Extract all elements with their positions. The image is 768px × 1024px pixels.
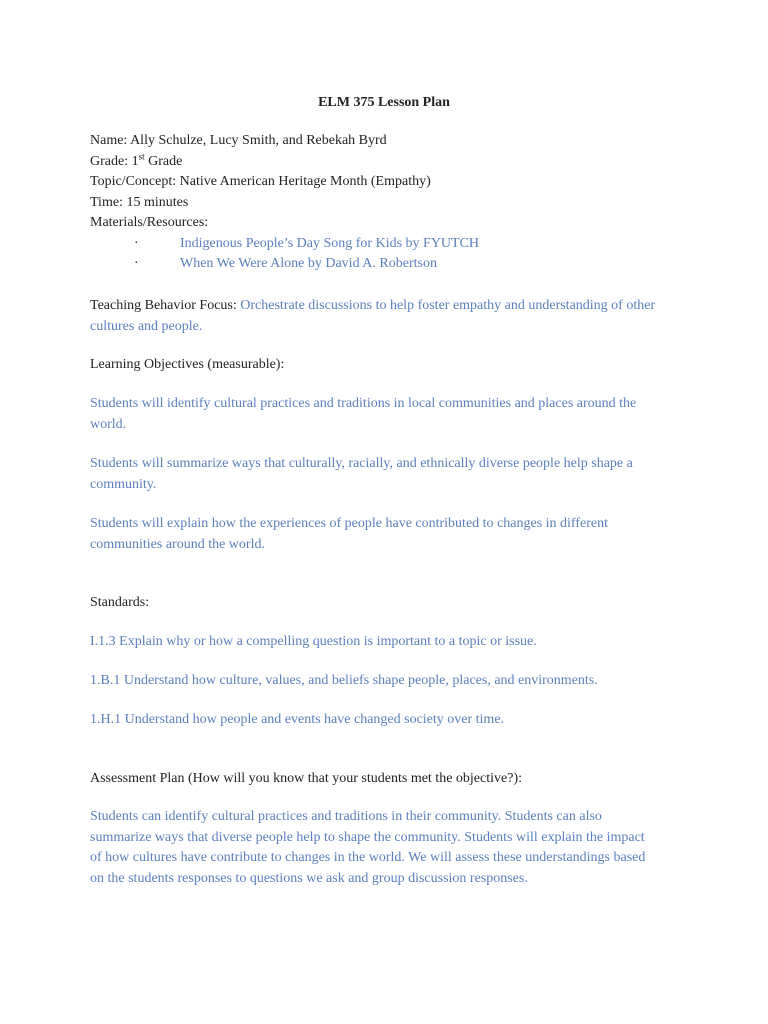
material-item [90, 254, 680, 275]
grade-label: Grade: [90, 153, 129, 169]
grade-line [90, 152, 680, 173]
name-line [90, 131, 680, 152]
standard-item: I.1.3 Explain why or how a compelling question is important to a topic or issue. [90, 634, 537, 649]
objective-item: Students will identify cultural practices and traditions in local communities and places around the world. [90, 396, 637, 432]
topic-label: Topic/Concept: [90, 174, 177, 189]
bullet-icon: · [134, 256, 139, 271]
objectives-heading: Learning Objectives (measurable): [90, 357, 285, 372]
material-link[interactable]: When We Were Alone by David A. Robertson [180, 256, 437, 271]
standards-heading: Standards: [90, 595, 150, 610]
standard-item: 1.H.1 Understand how people and events have changed society over time. [90, 712, 505, 727]
standard-item: 1.B.1 Understand how culture, values, and beliefs shape people, places, and environments. [90, 673, 598, 688]
grade-suffix: st [138, 150, 145, 161]
teaching-behavior-label: Teaching Behavior Focus: [90, 298, 237, 313]
name-label: Name: [90, 133, 128, 148]
material-link[interactable]: Indigenous People’s Day Song for Kids by FYUTCH [180, 235, 480, 251]
material-item [90, 234, 680, 255]
name-value: Ally Schulze, Lucy Smith, and Rebekah Byrd [130, 133, 387, 148]
time-value: 15 minutes [126, 194, 189, 210]
teaching-behavior [90, 296, 675, 337]
materials-label: Materials/Resources: [90, 215, 209, 230]
time-line [90, 193, 680, 214]
teaching-behavior-text: Orchestrate discussions to help foster empathy and understanding of other cultures and people. [90, 298, 656, 334]
header-info [90, 131, 680, 275]
grade-number: 1 [131, 153, 139, 169]
objective-item: Students will summarize ways that culturally, racially, and ethnically diverse people help shape a community. [90, 456, 633, 492]
topic-value: Native American Heritage Month (Empathy) [179, 174, 431, 189]
assessment-text: Students can identify cultural practices and traditions in their community. Students can also summarize ways that diverse people help to shape the community. Students will explain the impact of how cultures have contribute to changes in the world. We will assess these understandings based on the students responses to questions we ask and group discussion responses. [90, 809, 646, 886]
document-title: ELM 375 Lesson Plan [318, 95, 450, 110]
objective-item: Students will explain how the experiences of people have contributed to changes in different communities around the world. [90, 516, 608, 552]
assessment-heading: Assessment Plan (How will you know that your students met the objective?): [90, 771, 522, 786]
bullet-icon: · [134, 235, 139, 251]
grade-word: Grade [148, 153, 183, 169]
time-label: Time: [90, 194, 123, 210]
topic-line [90, 172, 680, 193]
